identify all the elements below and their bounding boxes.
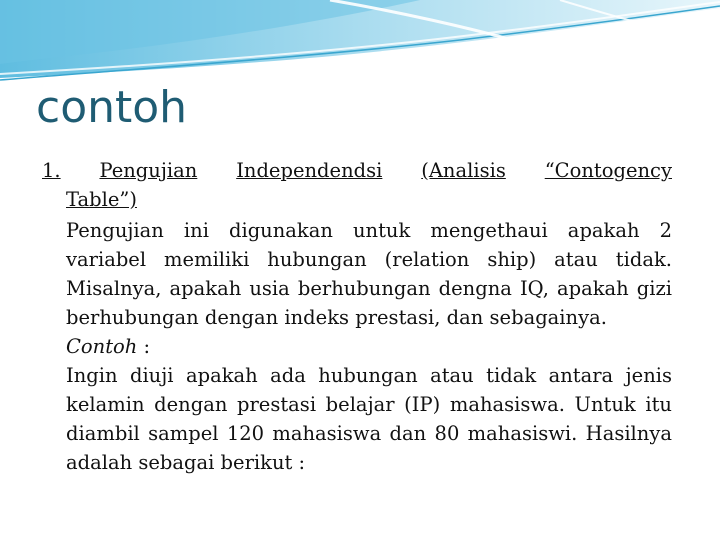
heading-continuation bbox=[42, 185, 672, 214]
heading-word: (Analisis bbox=[421, 159, 506, 182]
example-paragraph: Ingin diuji apakah ada hubungan atau tidak antara jenis kelamin dengan prestasi belajar (IP) mahasiswa. Untuk itu diambil sampel 120 mahasiswa dan 80 mahasiswi. Hasilnya adalah sebagai berikut : bbox=[66, 364, 672, 474]
description-paragraph: Pengujian ini digunakan untuk mengethaui apakah 2 variabel memiliki hubungan (relation ship) atau tidak. Misalnya, apakah usia berhubungan dengna IQ, apakah gizi berhubungan dengan indeks prestasi, dan sebagainya. bbox=[66, 219, 672, 329]
slide-title: contoh bbox=[36, 82, 188, 133]
slide-content bbox=[42, 156, 672, 477]
section-heading bbox=[42, 156, 672, 185]
header-wave-decoration bbox=[0, 0, 720, 90]
heading-word: “Contogency bbox=[544, 159, 672, 182]
example-colon: : bbox=[137, 335, 151, 358]
heading-word: Pengujian bbox=[99, 159, 198, 182]
heading-number: 1. bbox=[42, 159, 61, 182]
heading-continuation-text: Table”) bbox=[66, 188, 137, 211]
heading-word: Independendsi bbox=[236, 159, 383, 182]
example-label: Contoh bbox=[66, 335, 138, 358]
example-label-line bbox=[42, 332, 672, 361]
